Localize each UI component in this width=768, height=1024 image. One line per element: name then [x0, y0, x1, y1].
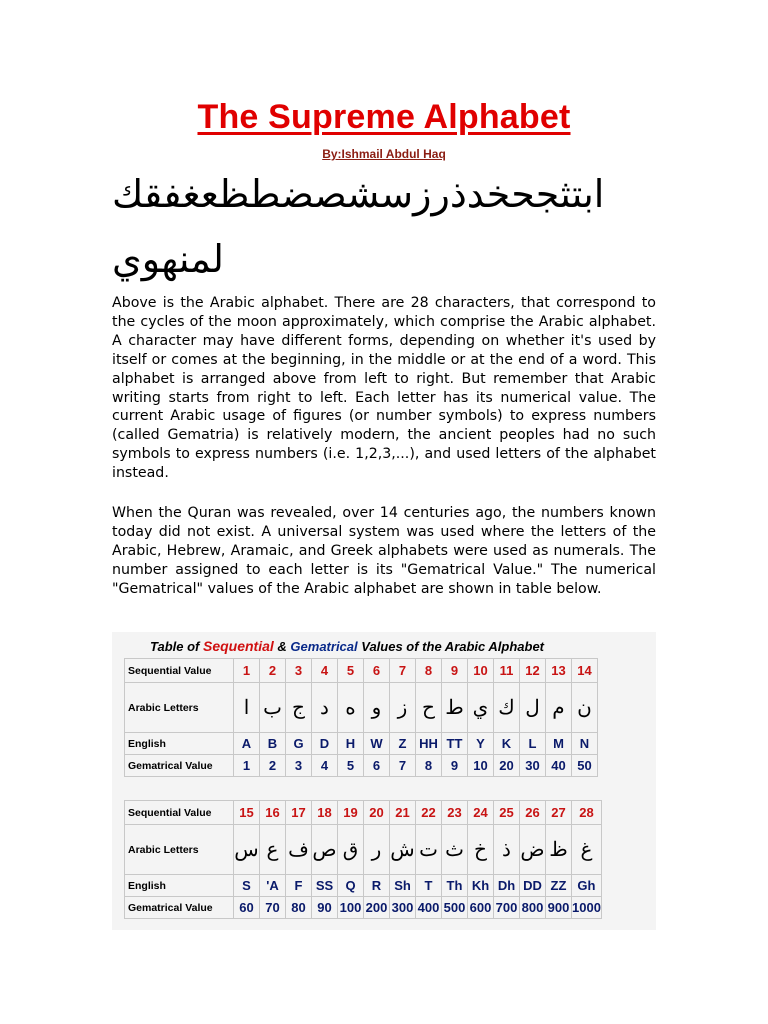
table-cell: ا [234, 683, 260, 733]
table-cell: ن [572, 683, 598, 733]
table-cell: ش [390, 825, 416, 875]
table-cell: ذ [494, 825, 520, 875]
table-cell: 15 [234, 801, 260, 825]
gematria-table-image [112, 632, 656, 930]
table-cell: ع [260, 825, 286, 875]
table-cell: 1 [234, 659, 260, 683]
table-cell: F [286, 875, 312, 897]
table-cell: 400 [416, 897, 442, 919]
table-cell: 16 [260, 801, 286, 825]
table-cell: ب [260, 683, 286, 733]
table-cell: 26 [520, 801, 546, 825]
table-cell: 6 [364, 755, 390, 777]
table-cell: R [364, 875, 390, 897]
row-label: Gematrical Value [125, 897, 234, 919]
table-title-gematrical: Gematrical [290, 639, 358, 654]
table-cell: S [234, 875, 260, 897]
table-cell: ح [416, 683, 442, 733]
row-label: Gematrical Value [125, 755, 234, 777]
table-cell: 1000 [572, 897, 602, 919]
table-cell: Gh [572, 875, 602, 897]
table-cell: ل [520, 683, 546, 733]
table-cell: Dh [494, 875, 520, 897]
table-cell: 11 [494, 659, 520, 683]
table-cell: 600 [468, 897, 494, 919]
row-label: English [125, 875, 234, 897]
table-cell: L [520, 733, 546, 755]
table-row-gematrical [125, 755, 598, 777]
table-cell: 1 [234, 755, 260, 777]
table-cell: DD [520, 875, 546, 897]
table-cell: 300 [390, 897, 416, 919]
table-title-suffix: Values of the Arabic Alphabet [361, 639, 545, 654]
table-cell: 10 [468, 755, 494, 777]
row-label: Sequential Value [125, 659, 234, 683]
table-cell: 80 [286, 897, 312, 919]
table-row-sequential [125, 659, 598, 683]
table-cell: 17 [286, 801, 312, 825]
table-cell: 3 [286, 755, 312, 777]
table-cell: 4 [312, 659, 338, 683]
table-cell: M [546, 733, 572, 755]
table-cell: 100 [338, 897, 364, 919]
table-cell: 8 [416, 659, 442, 683]
table-cell: ف [286, 825, 312, 875]
table-cell: 'A [260, 875, 286, 897]
table-cell: 900 [546, 897, 572, 919]
table-cell: ر [364, 825, 390, 875]
table-title-sequential: Sequential [202, 638, 274, 654]
table-cell: ق [338, 825, 364, 875]
table-cell: 12 [520, 659, 546, 683]
table-cell: A [234, 733, 260, 755]
table-row-arabic [125, 825, 602, 875]
table-cell: G [286, 733, 312, 755]
table-cell: 9 [442, 659, 468, 683]
table-cell: ص [312, 825, 338, 875]
table-title [150, 638, 544, 654]
table-cell: ي [468, 683, 494, 733]
table-cell: Th [442, 875, 468, 897]
table-row-arabic [125, 683, 598, 733]
table-cell: SS [312, 875, 338, 897]
table-cell: خ [468, 825, 494, 875]
table-cell: 20 [494, 755, 520, 777]
table-cell: غ [572, 825, 602, 875]
table-cell: 7 [390, 755, 416, 777]
table-cell: ه [338, 683, 364, 733]
table-cell: ث [442, 825, 468, 875]
table-cell: 9 [442, 755, 468, 777]
table-cell: 5 [338, 755, 364, 777]
paragraph-2: When the Quran was revealed, over 14 centuries ago, the numbers known today did not exist. A universal system was used where the letters of the Arabic, Hebrew, Aramaic, and Greek alphabets were used as numerals. The number assigned to each letter is its "Gematrical Value." The numerical "Gematrical" values of the Arabic alphabet are shown in table below. [112, 505, 656, 597]
table-cell: 200 [364, 897, 390, 919]
table-cell: م [546, 683, 572, 733]
table-cell: Q [338, 875, 364, 897]
table-cell: 22 [416, 801, 442, 825]
table-cell: 20 [364, 801, 390, 825]
table-cell: 8 [416, 755, 442, 777]
table-cell: 24 [468, 801, 494, 825]
table-cell: 6 [364, 659, 390, 683]
table-cell: 13 [546, 659, 572, 683]
table-cell: 70 [260, 897, 286, 919]
table-cell: ك [494, 683, 520, 733]
page-title: The Supreme Alphabet [197, 98, 571, 136]
byline: By:Ishmail Abdul Haq [322, 147, 446, 161]
table-cell: Y [468, 733, 494, 755]
table-cell: 21 [390, 801, 416, 825]
table-cell: HH [416, 733, 442, 755]
table-cell: Z [390, 733, 416, 755]
table-cell: ZZ [546, 875, 572, 897]
table-cell: 700 [494, 897, 520, 919]
table-cell: N [572, 733, 598, 755]
table-cell: 4 [312, 755, 338, 777]
table-cell: ز [390, 683, 416, 733]
table-cell: W [364, 733, 390, 755]
table-cell: ط [442, 683, 468, 733]
table-cell: 23 [442, 801, 468, 825]
row-label: English [125, 733, 234, 755]
table-cell: 27 [546, 801, 572, 825]
table-cell: 40 [546, 755, 572, 777]
table-cell: 2 [260, 659, 286, 683]
paragraph-1: Above is the Arabic alphabet. There are 28 characters, that correspond to the cycles of the moon approximately, which comprise the Arabic alphabet. A character may have different forms, depending on whether it's used by itself or comes at the beginning, in the middle or at the end of a word. This alphabet is arranged above from left to right. But remember that Arabic writing starts from right to left. Each letter has its numerical value. The current Arabic usage of figures (or number symbols) to express numbers (called Gematria) is relatively modern, the ancient peoples had no such symbols to express numbers (i.e. 1,2,3,...), and used letters of the alphabet instead. [112, 295, 656, 482]
table-cell: 500 [442, 897, 468, 919]
arabic-alphabet-line-2: لمنهوي [112, 237, 224, 281]
table-row-sequential [125, 801, 602, 825]
table-cell: 10 [468, 659, 494, 683]
table-cell: 25 [494, 801, 520, 825]
table-cell: TT [442, 733, 468, 755]
table-cell: D [312, 733, 338, 755]
table-cell: 19 [338, 801, 364, 825]
table-title-amp: & [277, 639, 287, 654]
table-cell: 50 [572, 755, 598, 777]
table-cell: 2 [260, 755, 286, 777]
table-row-english [125, 733, 598, 755]
table-cell: د [312, 683, 338, 733]
table-cell: 30 [520, 755, 546, 777]
table-cell: س [234, 825, 260, 875]
table-cell: و [364, 683, 390, 733]
arabic-alphabet-line-1: ابتثجحخدذرزسشصضطظعغفقك [112, 172, 605, 216]
table-cell: 18 [312, 801, 338, 825]
table-title-prefix: Table of [150, 639, 200, 654]
table-cell: 14 [572, 659, 598, 683]
table-row-english [125, 875, 602, 897]
table-cell: H [338, 733, 364, 755]
table-cell: B [260, 733, 286, 755]
table-cell: T [416, 875, 442, 897]
table-cell: 60 [234, 897, 260, 919]
table-cell: 800 [520, 897, 546, 919]
table-cell: 28 [572, 801, 602, 825]
table-cell: K [494, 733, 520, 755]
table-cell: ض [520, 825, 546, 875]
table-cell: 5 [338, 659, 364, 683]
row-label: Arabic Letters [125, 825, 234, 875]
row-label: Sequential Value [125, 801, 234, 825]
table-part-2 [124, 800, 602, 919]
table-part-1 [124, 658, 598, 777]
row-label: Arabic Letters [125, 683, 234, 733]
table-cell: Sh [390, 875, 416, 897]
table-cell: 90 [312, 897, 338, 919]
table-cell: ت [416, 825, 442, 875]
table-row-gematrical [125, 897, 602, 919]
table-cell: 7 [390, 659, 416, 683]
table-cell: ج [286, 683, 312, 733]
table-cell: ظ [546, 825, 572, 875]
table-cell: Kh [468, 875, 494, 897]
table-cell: 3 [286, 659, 312, 683]
